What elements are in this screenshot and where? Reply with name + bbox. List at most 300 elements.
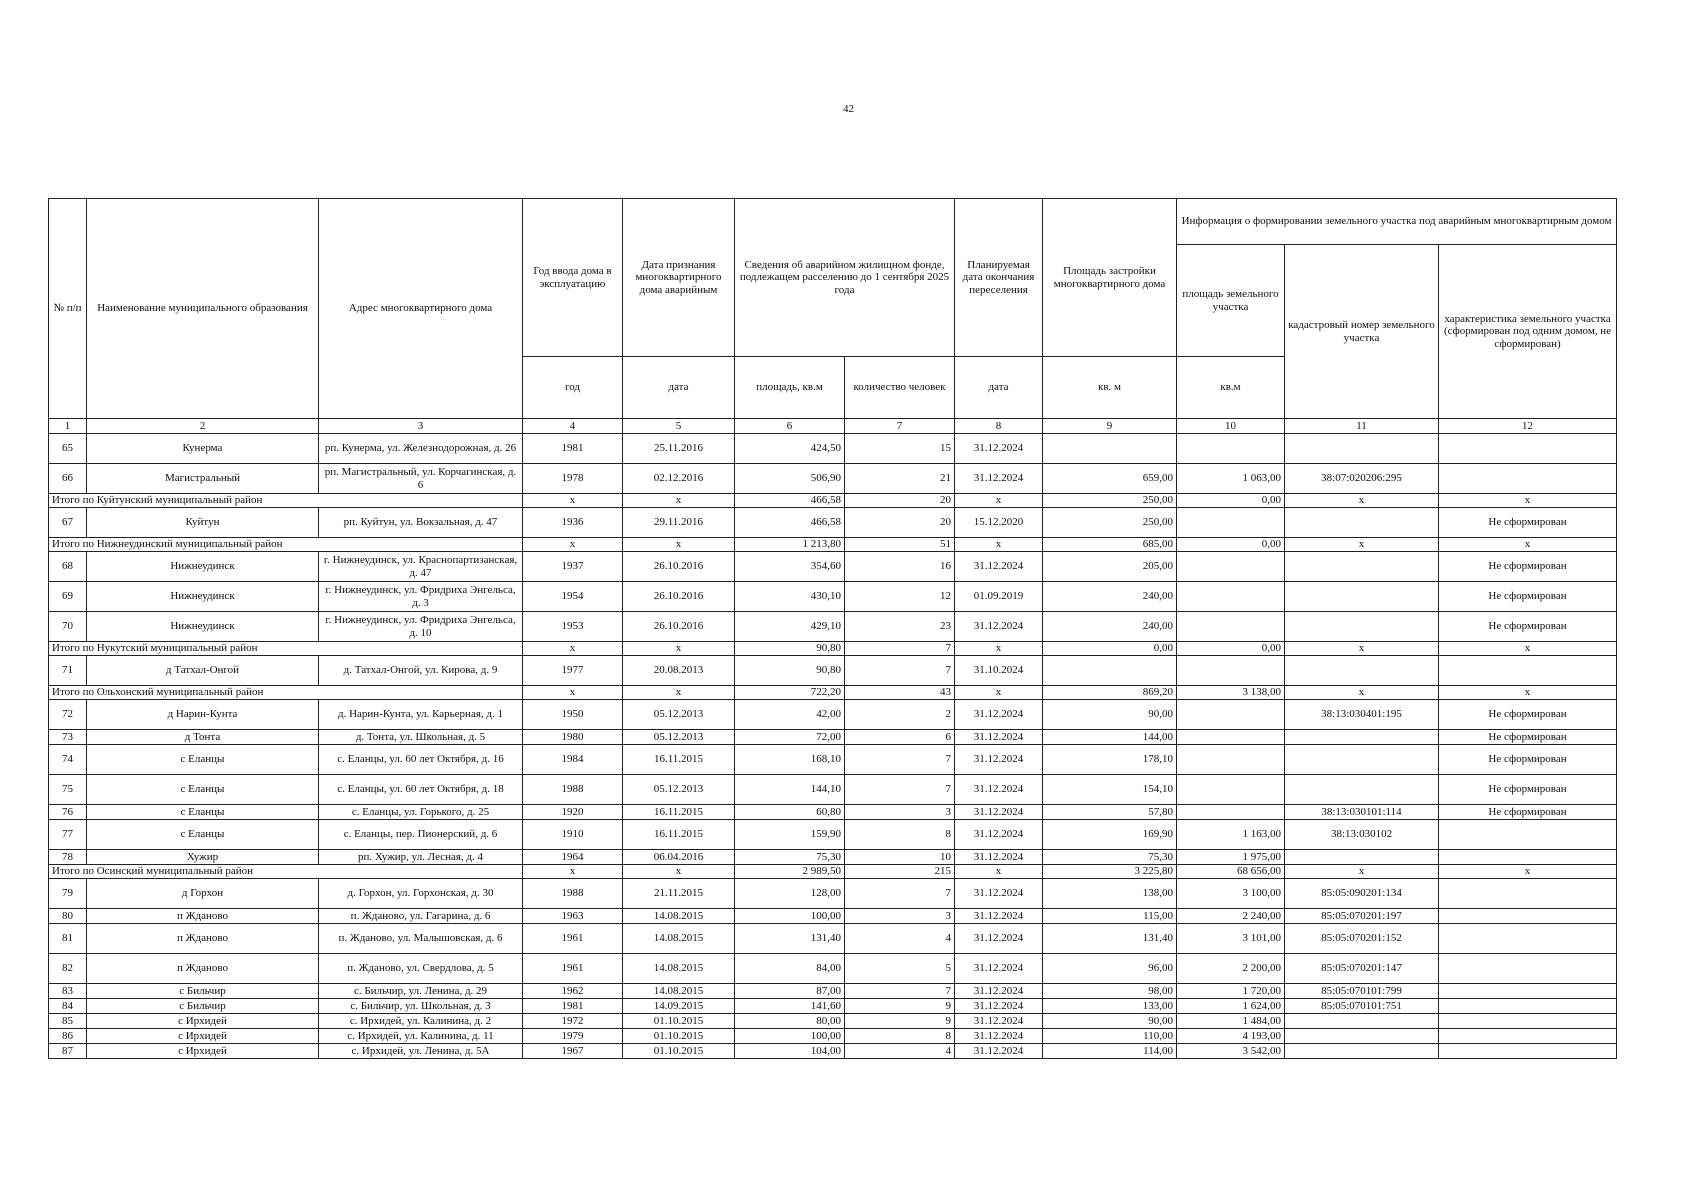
cadastral-number: 38:13:030101:114 — [1285, 805, 1439, 820]
land-characteristic — [1439, 999, 1617, 1014]
commissioning-year: x — [523, 642, 623, 656]
building-area: 250,00 — [1043, 508, 1177, 538]
header-col67: Сведения об аварийном жилищном фонде, подлежащем расселению до 1 сентября 2025 года — [735, 199, 955, 357]
cadastral-number — [1285, 1014, 1439, 1029]
emergency-date: x — [623, 494, 735, 508]
commissioning-year: 1981 — [523, 999, 623, 1014]
table-row — [49, 612, 1617, 642]
emergency-date: x — [623, 686, 735, 700]
commissioning-year: 1984 — [523, 745, 623, 775]
land-characteristic: x — [1439, 642, 1617, 656]
building-area: 90,00 — [1043, 1014, 1177, 1029]
resettlement-date: 31.12.2024 — [955, 820, 1043, 850]
header-col9: Площадь застройки многоквартирного дома — [1043, 199, 1177, 357]
header-col2: Наименование муниципального образования — [87, 199, 319, 419]
housing-area: 104,00 — [735, 1044, 845, 1059]
row-number: 65 — [49, 434, 87, 464]
row-number: 76 — [49, 805, 87, 820]
house-address: с. Ирхидей, ул. Калинина, д. 11 — [319, 1029, 523, 1044]
resettlement-date: 31.12.2024 — [955, 700, 1043, 730]
people-count: 9 — [845, 999, 955, 1014]
resettlement-date: x — [955, 538, 1043, 552]
emergency-date: 06.04.2016 — [623, 850, 735, 865]
house-address: рп. Хужир, ул. Лесная, д. 4 — [319, 850, 523, 865]
land-area: 1 063,00 — [1177, 464, 1285, 494]
header-col8: Планируемая дата окончания переселения — [955, 199, 1043, 357]
building-area — [1043, 434, 1177, 464]
resettlement-date: 31.12.2024 — [955, 730, 1043, 745]
emergency-date: 29.11.2016 — [623, 508, 735, 538]
housing-area: 354,60 — [735, 552, 845, 582]
subtotal-row — [49, 642, 1617, 656]
emergency-date: 25.11.2016 — [623, 434, 735, 464]
building-area: 110,00 — [1043, 1029, 1177, 1044]
resettlement-date: x — [955, 865, 1043, 879]
commissioning-year: 1954 — [523, 582, 623, 612]
header-col5: Дата признания многоквартирного дома аварийным — [623, 199, 735, 357]
cadastral-number: 85:05:070201:197 — [1285, 909, 1439, 924]
land-area: 1 720,00 — [1177, 984, 1285, 999]
emergency-date: 14.08.2015 — [623, 954, 735, 984]
resettlement-date: 31.12.2024 — [955, 805, 1043, 820]
emergency-date: 16.11.2015 — [623, 820, 735, 850]
table-row — [49, 1029, 1617, 1044]
house-address: с. Еланцы, ул. 60 лет Октября, д. 16 — [319, 745, 523, 775]
header-unit10: кв.м — [1177, 357, 1285, 419]
housing-area: 100,00 — [735, 909, 845, 924]
people-count: 215 — [845, 865, 955, 879]
row-number: 84 — [49, 999, 87, 1014]
emergency-date: 26.10.2016 — [623, 552, 735, 582]
column-number: 11 — [1285, 419, 1439, 434]
subtotal-row — [49, 494, 1617, 508]
housing-area: 168,10 — [735, 745, 845, 775]
header-col1: № п/п — [49, 199, 87, 419]
building-area: 240,00 — [1043, 612, 1177, 642]
land-characteristic — [1439, 850, 1617, 865]
resettlement-date: 31.12.2024 — [955, 999, 1043, 1014]
cadastral-number: 85:05:070201:147 — [1285, 954, 1439, 984]
land-area — [1177, 582, 1285, 612]
header-unit8: дата — [955, 357, 1043, 419]
land-characteristic — [1439, 656, 1617, 686]
table-row — [49, 984, 1617, 999]
land-area: 0,00 — [1177, 494, 1285, 508]
emergency-date: x — [623, 642, 735, 656]
cadastral-number — [1285, 730, 1439, 745]
emergency-date: 05.12.2013 — [623, 700, 735, 730]
house-address: п. Жданово, ул. Свердлова, д. 5 — [319, 954, 523, 984]
municipality-name: Нижнеудинск — [87, 552, 319, 582]
municipality-name: Куйтун — [87, 508, 319, 538]
land-area: 4 193,00 — [1177, 1029, 1285, 1044]
people-count: 5 — [845, 954, 955, 984]
resettlement-date: 31.12.2024 — [955, 1044, 1043, 1059]
house-address: г. Нижнеудинск, ул. Краснопартизанская, д. 47 — [319, 552, 523, 582]
resettlement-date: 31.12.2024 — [955, 775, 1043, 805]
people-count: 51 — [845, 538, 955, 552]
people-count: 7 — [845, 984, 955, 999]
subtotal-label: Итого по Куйтунский муниципальный район — [49, 494, 523, 508]
header-col11: кадастровый номер земельного участка — [1285, 245, 1439, 419]
housing-area: 60,80 — [735, 805, 845, 820]
people-count: 7 — [845, 656, 955, 686]
building-area: 96,00 — [1043, 954, 1177, 984]
building-area: 178,10 — [1043, 745, 1177, 775]
row-number: 87 — [49, 1044, 87, 1059]
land-area: 1 484,00 — [1177, 1014, 1285, 1029]
row-number: 83 — [49, 984, 87, 999]
commissioning-year: 1937 — [523, 552, 623, 582]
people-count: 8 — [845, 1029, 955, 1044]
house-address: с. Бильчир, ул. Ленина, д. 29 — [319, 984, 523, 999]
resettlement-date: 31.12.2024 — [955, 984, 1043, 999]
land-characteristic: Не сформирован — [1439, 700, 1617, 730]
page-number: 42 — [843, 103, 854, 115]
housing-area: 87,00 — [735, 984, 845, 999]
commissioning-year: 1988 — [523, 775, 623, 805]
column-number: 12 — [1439, 419, 1617, 434]
people-count: 15 — [845, 434, 955, 464]
column-number: 10 — [1177, 419, 1285, 434]
land-characteristic: Не сформирован — [1439, 552, 1617, 582]
cadastral-number: 38:07:020206:295 — [1285, 464, 1439, 494]
land-area — [1177, 805, 1285, 820]
column-number: 9 — [1043, 419, 1177, 434]
house-address: с. Бильчир, ул. Школьная, д. 3 — [319, 999, 523, 1014]
header-unit5: дата — [623, 357, 735, 419]
housing-area: 2 989,50 — [735, 865, 845, 879]
house-address: с. Ирхидей, ул. Ленина, д. 5А — [319, 1044, 523, 1059]
land-area — [1177, 434, 1285, 464]
land-area — [1177, 656, 1285, 686]
people-count: 4 — [845, 1044, 955, 1059]
cadastral-number: x — [1285, 494, 1439, 508]
municipality-name: с Еланцы — [87, 805, 319, 820]
commissioning-year: 1920 — [523, 805, 623, 820]
municipality-name: п Жданово — [87, 909, 319, 924]
cadastral-number: 85:05:070201:152 — [1285, 924, 1439, 954]
house-address: рп. Кунерма, ул. Железнодорожная, д. 26 — [319, 434, 523, 464]
subtotal-row — [49, 865, 1617, 879]
table-row — [49, 656, 1617, 686]
building-area: 685,00 — [1043, 538, 1177, 552]
table-body — [49, 434, 1617, 1059]
commissioning-year: 1972 — [523, 1014, 623, 1029]
column-number: 4 — [523, 419, 623, 434]
land-characteristic: x — [1439, 538, 1617, 552]
people-count: 2 — [845, 700, 955, 730]
header-col3: Адрес многоквартирного дома — [319, 199, 523, 419]
municipality-name: с Еланцы — [87, 745, 319, 775]
house-address: рп. Магистральный, ул. Корчагинская, д. 6 — [319, 464, 523, 494]
cadastral-number: 85:05:090201:134 — [1285, 879, 1439, 909]
municipality-name: д Нарин-Кунта — [87, 700, 319, 730]
commissioning-year: x — [523, 686, 623, 700]
building-area: 114,00 — [1043, 1044, 1177, 1059]
people-count: 3 — [845, 909, 955, 924]
row-number: 85 — [49, 1014, 87, 1029]
house-address: п. Жданово, ул. Малышовская, д. 6 — [319, 924, 523, 954]
housing-area: 141,60 — [735, 999, 845, 1014]
row-number: 75 — [49, 775, 87, 805]
emergency-date: 01.10.2015 — [623, 1044, 735, 1059]
commissioning-year: x — [523, 865, 623, 879]
row-number: 78 — [49, 850, 87, 865]
people-count: 20 — [845, 508, 955, 538]
land-area — [1177, 552, 1285, 582]
row-number: 77 — [49, 820, 87, 850]
land-area: 1 163,00 — [1177, 820, 1285, 850]
resettlement-date: 31.12.2024 — [955, 745, 1043, 775]
land-area — [1177, 745, 1285, 775]
building-area: 131,40 — [1043, 924, 1177, 954]
subtotal-row — [49, 686, 1617, 700]
people-count: 9 — [845, 1014, 955, 1029]
housing-area: 80,00 — [735, 1014, 845, 1029]
emergency-date: 01.10.2015 — [623, 1029, 735, 1044]
table-row — [49, 820, 1617, 850]
building-area: 3 225,80 — [1043, 865, 1177, 879]
building-area: 57,80 — [1043, 805, 1177, 820]
land-area: 1 975,00 — [1177, 850, 1285, 865]
commissioning-year: 1980 — [523, 730, 623, 745]
table-row — [49, 464, 1617, 494]
row-number: 81 — [49, 924, 87, 954]
municipality-name: с Ирхидей — [87, 1029, 319, 1044]
cadastral-number — [1285, 745, 1439, 775]
resettlement-date: 31.12.2024 — [955, 954, 1043, 984]
municipality-name: с Еланцы — [87, 820, 319, 850]
people-count: 43 — [845, 686, 955, 700]
building-area: 144,00 — [1043, 730, 1177, 745]
building-area: 98,00 — [1043, 984, 1177, 999]
building-area: 115,00 — [1043, 909, 1177, 924]
commissioning-year: 1963 — [523, 909, 623, 924]
people-count: 16 — [845, 552, 955, 582]
housing-area: 429,10 — [735, 612, 845, 642]
cadastral-number: x — [1285, 865, 1439, 879]
people-count: 7 — [845, 745, 955, 775]
municipality-name: Хужир — [87, 850, 319, 865]
header-unit6: площадь, кв.м — [735, 357, 845, 419]
column-number: 7 — [845, 419, 955, 434]
land-characteristic: Не сформирован — [1439, 805, 1617, 820]
land-area: 1 624,00 — [1177, 999, 1285, 1014]
row-number: 70 — [49, 612, 87, 642]
people-count: 10 — [845, 850, 955, 865]
row-number: 73 — [49, 730, 87, 745]
emergency-housing-table — [48, 198, 1617, 1059]
resettlement-date: 01.09.2019 — [955, 582, 1043, 612]
housing-area: 131,40 — [735, 924, 845, 954]
land-area — [1177, 700, 1285, 730]
resettlement-date: 31.12.2024 — [955, 1014, 1043, 1029]
land-characteristic: x — [1439, 686, 1617, 700]
subtotal-row — [49, 538, 1617, 552]
header-unit4: год — [523, 357, 623, 419]
emergency-date: 05.12.2013 — [623, 775, 735, 805]
municipality-name: с Еланцы — [87, 775, 319, 805]
building-area: 138,00 — [1043, 879, 1177, 909]
municipality-name: с Бильчир — [87, 999, 319, 1014]
people-count: 20 — [845, 494, 955, 508]
house-address: г. Нижнеудинск, ул. Фридриха Энгельса, д. 3 — [319, 582, 523, 612]
municipality-name: Нижнеудинск — [87, 582, 319, 612]
cadastral-number: x — [1285, 538, 1439, 552]
land-area: 0,00 — [1177, 642, 1285, 656]
municipality-name: Нижнеудинск — [87, 612, 319, 642]
cadastral-number — [1285, 1044, 1439, 1059]
table-row — [49, 552, 1617, 582]
land-area: 3 138,00 — [1177, 686, 1285, 700]
people-count: 6 — [845, 730, 955, 745]
emergency-date: x — [623, 865, 735, 879]
subtotal-label: Итого по Нукутский муниципальный район — [49, 642, 523, 656]
table-row — [49, 1014, 1617, 1029]
municipality-name: с Бильчир — [87, 984, 319, 999]
land-area — [1177, 612, 1285, 642]
commissioning-year: 1953 — [523, 612, 623, 642]
commissioning-year: 1978 — [523, 464, 623, 494]
housing-area: 424,50 — [735, 434, 845, 464]
housing-area: 722,20 — [735, 686, 845, 700]
emergency-date: 21.11.2015 — [623, 879, 735, 909]
people-count: 7 — [845, 879, 955, 909]
resettlement-date: 31.12.2024 — [955, 909, 1043, 924]
housing-area: 466,58 — [735, 508, 845, 538]
subtotal-label: Итого по Ольхонский муниципальный район — [49, 686, 523, 700]
housing-area: 75,30 — [735, 850, 845, 865]
resettlement-date: 31.12.2024 — [955, 464, 1043, 494]
house-address: с. Еланцы, ул. 60 лет Октября, д. 18 — [319, 775, 523, 805]
land-area: 2 200,00 — [1177, 954, 1285, 984]
housing-area: 506,90 — [735, 464, 845, 494]
building-area: 90,00 — [1043, 700, 1177, 730]
table-row — [49, 850, 1617, 865]
column-number: 6 — [735, 419, 845, 434]
row-number: 80 — [49, 909, 87, 924]
land-area: 3 101,00 — [1177, 924, 1285, 954]
resettlement-date: 15.12.2020 — [955, 508, 1043, 538]
land-characteristic: Не сформирован — [1439, 612, 1617, 642]
emergency-date: 26.10.2016 — [623, 582, 735, 612]
land-characteristic — [1439, 879, 1617, 909]
people-count: 12 — [845, 582, 955, 612]
column-number: 2 — [87, 419, 319, 434]
cadastral-number — [1285, 508, 1439, 538]
housing-area: 159,90 — [735, 820, 845, 850]
land-characteristic: Не сформирован — [1439, 508, 1617, 538]
land-characteristic: Не сформирован — [1439, 730, 1617, 745]
resettlement-date: 31.12.2024 — [955, 850, 1043, 865]
housing-area: 466,58 — [735, 494, 845, 508]
table-row — [49, 434, 1617, 464]
cadastral-number — [1285, 582, 1439, 612]
commissioning-year: 1910 — [523, 820, 623, 850]
municipality-name: с Ирхидей — [87, 1014, 319, 1029]
emergency-date: 26.10.2016 — [623, 612, 735, 642]
table-row — [49, 508, 1617, 538]
land-characteristic — [1439, 954, 1617, 984]
land-characteristic — [1439, 924, 1617, 954]
building-area: 659,00 — [1043, 464, 1177, 494]
resettlement-date: x — [955, 494, 1043, 508]
people-count: 7 — [845, 775, 955, 805]
housing-area: 144,10 — [735, 775, 845, 805]
column-number: 8 — [955, 419, 1043, 434]
land-characteristic: x — [1439, 494, 1617, 508]
people-count: 7 — [845, 642, 955, 656]
land-area: 3 542,00 — [1177, 1044, 1285, 1059]
land-characteristic — [1439, 909, 1617, 924]
land-characteristic: Не сформирован — [1439, 775, 1617, 805]
resettlement-date: 31.12.2024 — [955, 612, 1043, 642]
housing-area: 90,80 — [735, 642, 845, 656]
commissioning-year: 1979 — [523, 1029, 623, 1044]
resettlement-date: 31.10.2024 — [955, 656, 1043, 686]
building-area: 205,00 — [1043, 552, 1177, 582]
housing-area: 100,00 — [735, 1029, 845, 1044]
row-number: 68 — [49, 552, 87, 582]
cadastral-number — [1285, 552, 1439, 582]
land-area: 3 100,00 — [1177, 879, 1285, 909]
row-number: 67 — [49, 508, 87, 538]
house-address: с. Еланцы, ул. Горького, д. 25 — [319, 805, 523, 820]
header-unit9: кв. м — [1043, 357, 1177, 419]
emergency-date: x — [623, 538, 735, 552]
people-count: 8 — [845, 820, 955, 850]
building-area — [1043, 656, 1177, 686]
municipality-name: с Ирхидей — [87, 1044, 319, 1059]
table-row — [49, 879, 1617, 909]
resettlement-date: 31.12.2024 — [955, 434, 1043, 464]
table-row — [49, 924, 1617, 954]
house-address: п. Жданово, ул. Гагарина, д. 6 — [319, 909, 523, 924]
people-count: 23 — [845, 612, 955, 642]
column-number: 5 — [623, 419, 735, 434]
commissioning-year: x — [523, 494, 623, 508]
municipality-name: Кунерма — [87, 434, 319, 464]
cadastral-number: 38:13:030102 — [1285, 820, 1439, 850]
municipality-name: п Жданово — [87, 954, 319, 984]
row-number: 74 — [49, 745, 87, 775]
land-characteristic — [1439, 984, 1617, 999]
land-area — [1177, 508, 1285, 538]
cadastral-number — [1285, 612, 1439, 642]
table-row — [49, 700, 1617, 730]
column-number: 3 — [319, 419, 523, 434]
housing-area: 84,00 — [735, 954, 845, 984]
municipality-name: д Татхал-Онгой — [87, 656, 319, 686]
subtotal-label: Итого по Нижнеудинский муниципальный район — [49, 538, 523, 552]
table-row — [49, 1044, 1617, 1059]
house-address: д. Нарин-Кунта, ул. Карьерная, д. 1 — [319, 700, 523, 730]
resettlement-date: 31.12.2024 — [955, 552, 1043, 582]
housing-area: 90,80 — [735, 656, 845, 686]
people-count: 21 — [845, 464, 955, 494]
land-area: 2 240,00 — [1177, 909, 1285, 924]
resettlement-date: x — [955, 686, 1043, 700]
table-row — [49, 775, 1617, 805]
house-address: с. Еланцы, пер. Пионерский, д. 6 — [319, 820, 523, 850]
land-characteristic: Не сформирован — [1439, 582, 1617, 612]
emergency-date: 14.08.2015 — [623, 984, 735, 999]
building-area: 240,00 — [1043, 582, 1177, 612]
cadastral-number — [1285, 775, 1439, 805]
emergency-date: 02.12.2016 — [623, 464, 735, 494]
building-area: 169,90 — [1043, 820, 1177, 850]
